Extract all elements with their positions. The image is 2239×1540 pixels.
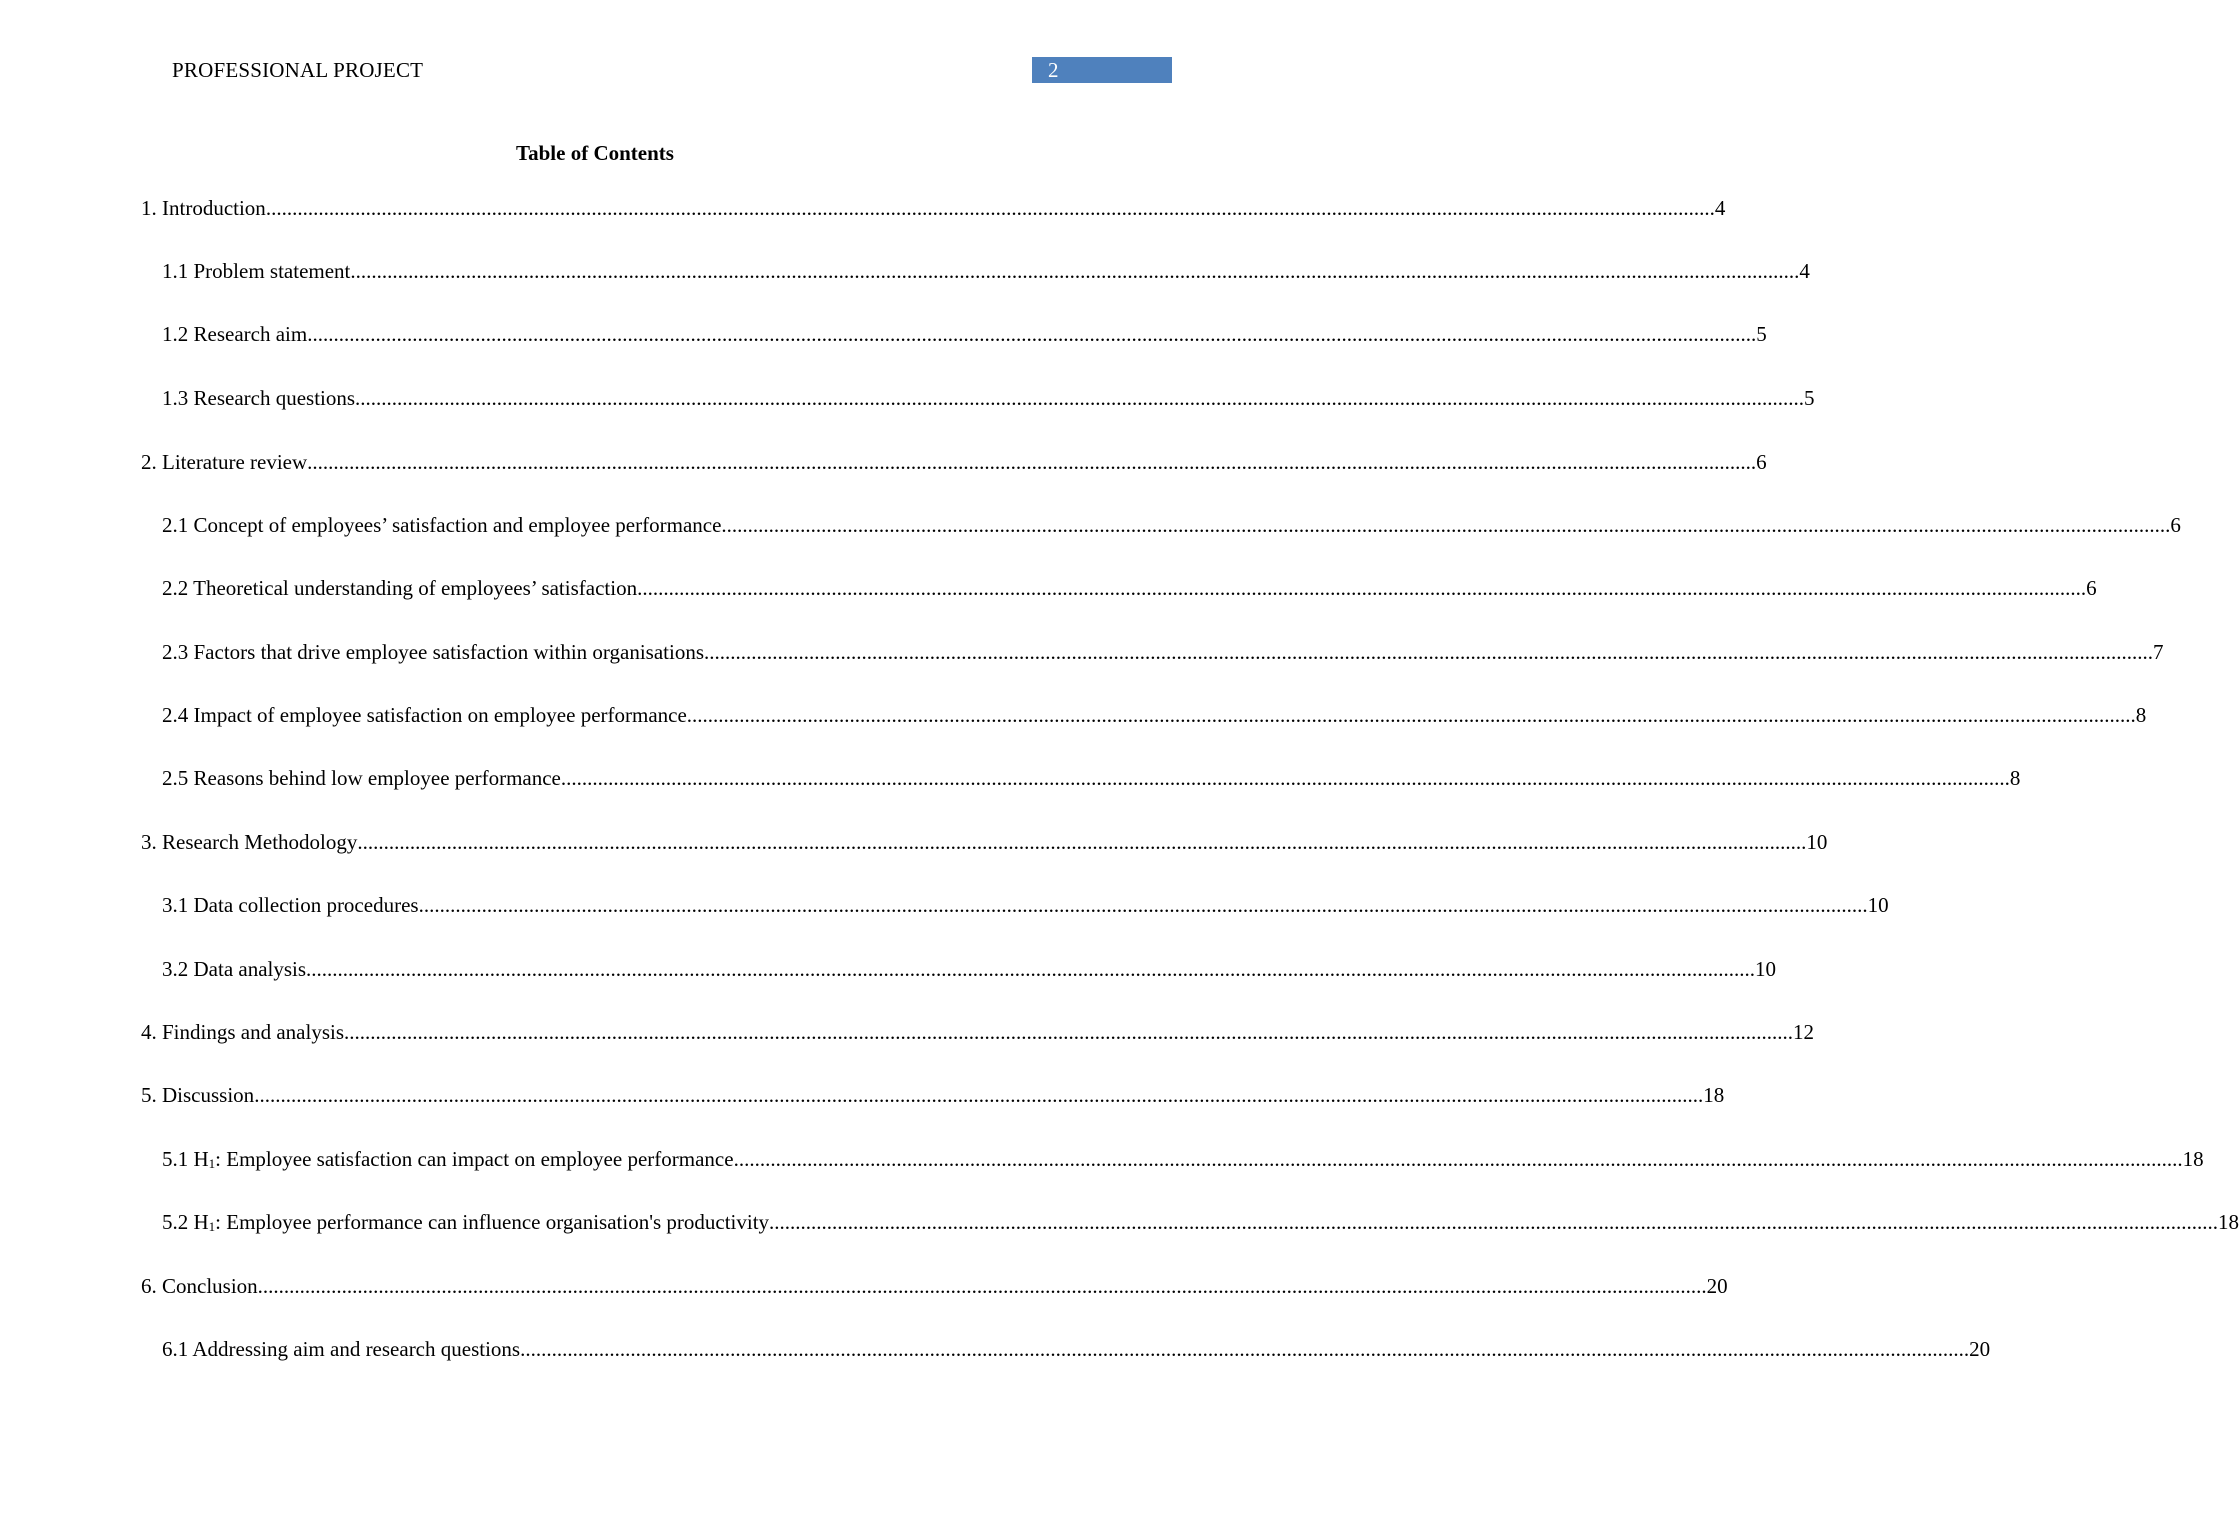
toc-page-number: 6 bbox=[2170, 513, 2181, 537]
toc-page-number: 6 bbox=[2086, 576, 2097, 600]
toc-entry-concept-of-satisfaction[interactable] bbox=[162, 509, 2181, 541]
toc-leader-dots: .................................................................................................................................................................................................................................................................................... bbox=[704, 640, 2154, 664]
toc-page-number: 18 bbox=[1703, 1083, 1725, 1107]
toc-entry-title: 1.3 Research questions bbox=[162, 386, 356, 410]
toc-entry-research-aim[interactable] bbox=[162, 318, 1767, 350]
toc-page-number: 7 bbox=[2153, 640, 2164, 664]
toc-page-number: 8 bbox=[2009, 766, 2021, 790]
toc-entry-title: 5. Discussion bbox=[141, 1083, 255, 1107]
toc-page-number: 18 bbox=[2218, 1210, 2239, 1234]
toc-entry-title: 2.2 Theoretical understanding of employees’ satisfaction bbox=[162, 576, 638, 600]
toc-leader-dots: .................................................................................................................................................................................................................................................................................... bbox=[560, 766, 2010, 790]
toc-page-number: 12 bbox=[1793, 1020, 1814, 1044]
toc-page-number: 4 bbox=[1714, 196, 1726, 220]
toc-leader-dots: .................................................................................................................................................................................................................................................................................... bbox=[355, 386, 1805, 410]
toc-entry-title: 2.1 Concept of employees’ satisfaction and employee performance bbox=[162, 513, 722, 537]
toc-entry-data-analysis[interactable] bbox=[162, 953, 1777, 985]
toc-leader-dots: .................................................................................................................................................................................................................................................................................... bbox=[418, 893, 1868, 917]
toc-leader-dots: .................................................................................................................................................................................................................................................................................... bbox=[686, 703, 2136, 727]
toc-page-number: 10 bbox=[1806, 830, 1828, 854]
toc-leader-dots: .................................................................................................................................................................................................................................................................................... bbox=[257, 1274, 1707, 1298]
toc-entry-findings-analysis[interactable] bbox=[141, 1016, 1814, 1048]
toc-page-number: 6 bbox=[1756, 450, 1767, 474]
toc-page-number: 10 bbox=[1755, 957, 1777, 981]
toc-entry-data-collection[interactable] bbox=[162, 889, 1889, 921]
toc-page-number: 20 bbox=[1706, 1274, 1728, 1298]
toc-leader-dots: .................................................................................................................................................................................................................................................................................... bbox=[721, 513, 2171, 537]
toc-page-number: 10 bbox=[1867, 893, 1889, 917]
toc-entry-conclusion[interactable] bbox=[141, 1270, 1728, 1302]
toc-entry-theoretical-understanding[interactable] bbox=[162, 572, 2097, 604]
toc-entry-literature-review[interactable] bbox=[141, 446, 1767, 478]
toc-entry-title: 3.2 Data analysis bbox=[162, 957, 307, 981]
toc-entry-title: 2. Literature review bbox=[141, 450, 308, 474]
toc-leader-dots: .................................................................................................................................................................................................................................................................................... bbox=[769, 1210, 2219, 1234]
page-number: 2 bbox=[1048, 58, 1059, 82]
toc-entry-title: 1.2 Research aim bbox=[162, 322, 308, 346]
toc-page-number: 20 bbox=[1969, 1337, 1991, 1361]
toc-leader-dots: .................................................................................................................................................................................................................................................................................... bbox=[254, 1083, 1704, 1107]
toc-entry-title: 6. Conclusion bbox=[141, 1274, 258, 1298]
toc-entry-title: 3. Research Methodology bbox=[141, 830, 358, 854]
toc-entry-title: 2.5 Reasons behind low employee performance bbox=[162, 766, 561, 790]
toc-entry-title: 1. Introduction bbox=[141, 196, 266, 220]
toc-entry-title: 3.1 Data collection procedures bbox=[162, 893, 419, 917]
toc-page-number: 4 bbox=[1799, 259, 1810, 283]
toc-leader-dots: .................................................................................................................................................................................................................................................................................... bbox=[637, 576, 2087, 600]
toc-entry-problem-statement[interactable] bbox=[162, 255, 1810, 287]
toc-leader-dots: .................................................................................................................................................................................................................................................................................... bbox=[357, 830, 1807, 854]
toc-page-number: 5 bbox=[1756, 322, 1767, 346]
page-number-badge bbox=[1032, 57, 1172, 83]
toc-entry-introduction[interactable] bbox=[141, 192, 1726, 224]
toc-entry-title: 5.2 $H_1$: Employee performance can influence organisation's productivity bbox=[162, 1210, 770, 1234]
toc-leader-dots: .................................................................................................................................................................................................................................................................................... bbox=[344, 1020, 1793, 1044]
toc-leader-dots: .................................................................................................................................................................................................................................................................................... bbox=[350, 259, 1800, 283]
toc-heading: Table of Contents bbox=[516, 141, 674, 165]
toc-leader-dots: .................................................................................................................................................................................................................................................................................... bbox=[520, 1337, 1970, 1361]
toc-entry-research-questions[interactable] bbox=[162, 382, 1815, 414]
toc-leader-dots: .................................................................................................................................................................................................................................................................................... bbox=[733, 1147, 2183, 1171]
toc-page-number: 5 bbox=[1804, 386, 1815, 410]
toc-leader-dots: .................................................................................................................................................................................................................................................................................... bbox=[307, 450, 1757, 474]
toc-entry-factors-satisfaction[interactable] bbox=[162, 636, 2164, 668]
toc-entry-addressing-aim[interactable] bbox=[162, 1333, 1991, 1365]
toc-entry-hypothesis-satisfaction[interactable] bbox=[162, 1143, 2204, 1175]
toc-entry-title: 5.1 $H_1$: Employee satisfaction can impact on employee performance bbox=[162, 1147, 734, 1171]
toc-entry-title: 2.3 Factors that drive employee satisfaction within organisations bbox=[162, 640, 705, 664]
toc-entry-title: 2.4 Impact of employee satisfaction on employee performance bbox=[162, 703, 687, 727]
toc-entry-title: 4. Findings and analysis bbox=[141, 1020, 344, 1044]
running-header-title: PROFESSIONAL PROJECT bbox=[172, 58, 424, 82]
toc-leader-dots: .................................................................................................................................................................................................................................................................................... bbox=[306, 957, 1756, 981]
toc-entry-research-methodology[interactable] bbox=[141, 826, 1828, 858]
toc-leader-dots: .................................................................................................................................................................................................................................................................................... bbox=[265, 196, 1715, 220]
toc-page-number: 18 bbox=[2182, 1147, 2204, 1171]
toc-page-number: 8 bbox=[2135, 703, 2147, 727]
toc-entry-hypothesis-productivity[interactable] bbox=[162, 1206, 2239, 1238]
toc-leader-dots: .................................................................................................................................................................................................................................................................................... bbox=[307, 322, 1757, 346]
toc-entry-discussion[interactable] bbox=[141, 1079, 1725, 1111]
toc-entry-title: 6.1 Addressing aim and research questions bbox=[162, 1337, 521, 1361]
toc-entry-low-performance-reasons[interactable] bbox=[162, 762, 2021, 794]
toc-entry-title: 1.1 Problem statement bbox=[162, 259, 351, 283]
toc-entry-impact-of-satisfaction[interactable] bbox=[162, 699, 2147, 731]
